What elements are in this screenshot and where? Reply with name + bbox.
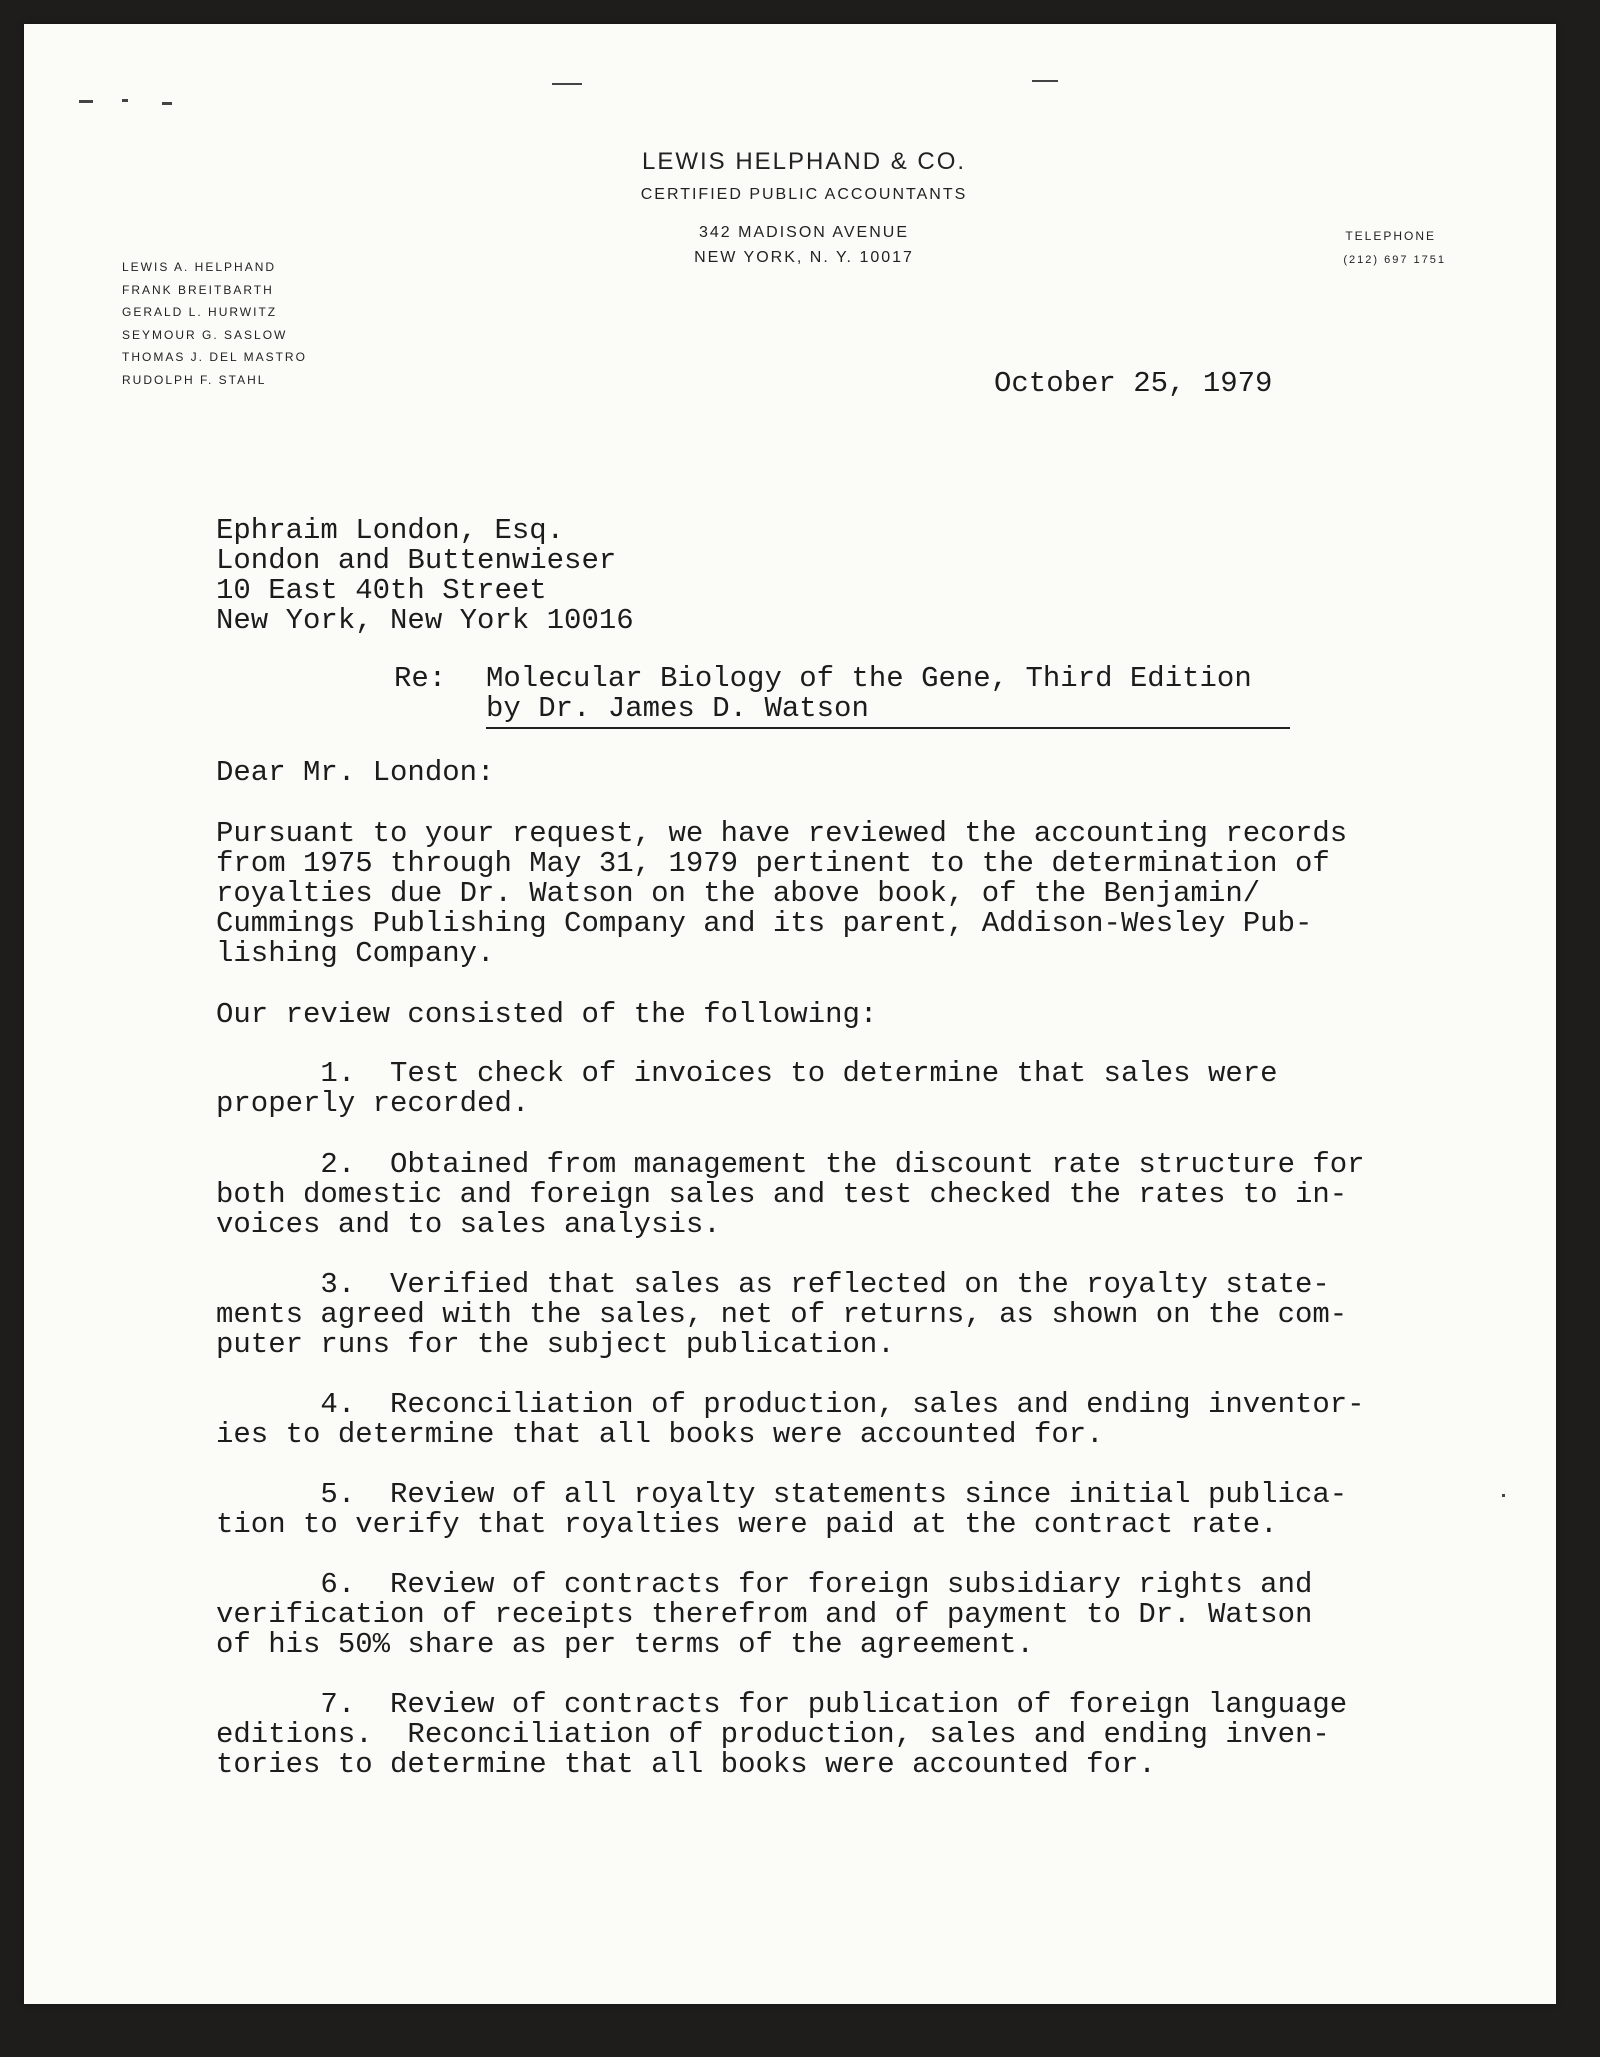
recipient-line: Ephraim London, Esq.: [216, 514, 565, 547]
review-item: 3. Verified that sales as reflected on the royalty state- ments agreed with the sales, net of returns, as shown on the com- puter runs for the subject publication.: [216, 1268, 1348, 1361]
partner-name: SEYMOUR G. SASLOW: [122, 327, 288, 342]
recipient-line: London and Buttenwieser: [216, 544, 617, 577]
partner-name: RUDOLPH F. STAHL: [122, 372, 267, 387]
partner-name: GERALD L. HURWITZ: [122, 305, 278, 319]
recipient-line: New York, New York 10016: [216, 604, 634, 637]
review-item: 1. Test check of invoices to determine that sales were properly recorded.: [216, 1057, 1278, 1120]
scan-mark: [1032, 80, 1058, 82]
review-item: 5. Review of all royalty statements since initial publica- tion to verify that royalties were paid at the contract rate.: [216, 1478, 1348, 1541]
scan-mark: [552, 83, 582, 85]
letter-page: [24, 24, 1556, 2004]
partner-name: LEWIS A. HELPHAND: [122, 260, 277, 274]
telephone-number: (212) 697 1751: [1343, 254, 1446, 266]
firm-name: LEWIS HELPHAND & CO.: [641, 148, 967, 175]
scan-mark: [1502, 1494, 1505, 1497]
review-item: 4. Reconciliation of production, sales and ending inventor- ies to determine that all books were accounted for.: [216, 1388, 1365, 1451]
scan-mark: [162, 102, 172, 105]
review-item: 7. Review of contracts for publication of foreign language editions. Reconciliation of production, sales and ending inven- tories to determine that all books were accounted for.: [216, 1688, 1348, 1781]
firm-address-line1: 342 MADISON AVENUE: [699, 224, 909, 241]
salutation: Dear Mr. London:: [216, 756, 495, 789]
partner-name: THOMAS J. DEL MASTRO: [122, 350, 307, 364]
subject-underline: [486, 727, 1290, 729]
intro-paragraph: Pursuant to your request, we have reviewed the accounting records from 1975 through May 31, 1979 pertinent to the determination of royalties due Dr. Watson on the above book, of the Benjamin/ Cummings Publishing Company and its parent, Addison-Wesley Pub- lishing Company.: [216, 817, 1348, 970]
partners-list: [122, 256, 307, 391]
subject-title: Molecular Biology of the Gene, Third Edition: [486, 662, 1252, 695]
review-item: 6. Review of contracts for foreign subsidiary rights and verification of receipts therefrom and of payment to Dr. Watson of his 50% share as per terms of the agreement.: [216, 1568, 1313, 1661]
subject-label: Re:: [394, 662, 447, 695]
review-item: 2. Obtained from management the discount rate structure for both domestic and foreign sales and test checked the rates to in- voices and to sales analysis.: [216, 1148, 1365, 1241]
firm-subtitle: CERTIFIED PUBLIC ACCOUNTANTS: [640, 186, 968, 203]
recipient-address: [216, 516, 634, 636]
telephone-label: TELEPHONE: [1345, 229, 1436, 243]
review-intro: Our review consisted of the following:: [216, 998, 878, 1031]
letter-date: October 25, 1979: [994, 367, 1273, 400]
scan-mark: [79, 100, 93, 103]
recipient-line: 10 East 40th Street: [216, 574, 547, 607]
scan-mark: [122, 99, 128, 102]
partner-name: FRANK BREITBARTH: [122, 282, 274, 297]
firm-address-line2: NEW YORK, N. Y. 10017: [694, 249, 914, 266]
subject-author: by Dr. James D. Watson: [486, 692, 869, 725]
